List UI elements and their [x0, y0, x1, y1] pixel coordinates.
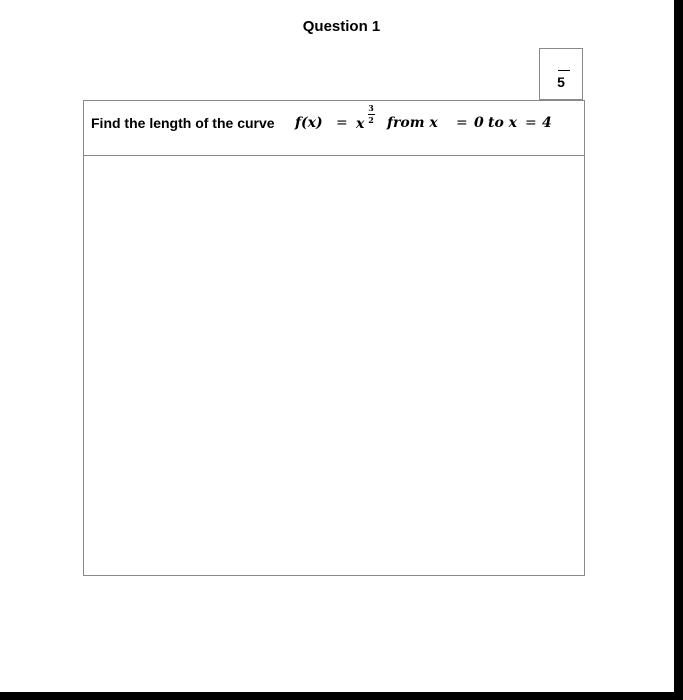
function-base: x	[356, 116, 365, 132]
function-lhs: f(x)	[295, 115, 323, 131]
to-label: to x	[488, 115, 518, 131]
to-value: 4	[542, 115, 552, 131]
answer-area[interactable]	[83, 155, 585, 576]
from-value: 0	[474, 115, 484, 131]
from-label: from x	[387, 115, 438, 131]
marks-box	[539, 48, 583, 100]
marks-value: 5	[557, 74, 565, 90]
from-equals: =	[456, 115, 468, 131]
question-prefix: Find the length of the curve	[91, 115, 275, 131]
question-prompt-box	[83, 100, 585, 156]
question-title: Question 1	[302, 18, 381, 35]
exponent-fraction	[366, 104, 376, 125]
equals-sign: =	[336, 115, 348, 131]
to-equals: =	[525, 115, 537, 131]
marks-fraction-bar	[558, 70, 570, 71]
exponent-denominator: 2	[368, 115, 374, 125]
exponent-numerator: 3	[368, 103, 374, 113]
